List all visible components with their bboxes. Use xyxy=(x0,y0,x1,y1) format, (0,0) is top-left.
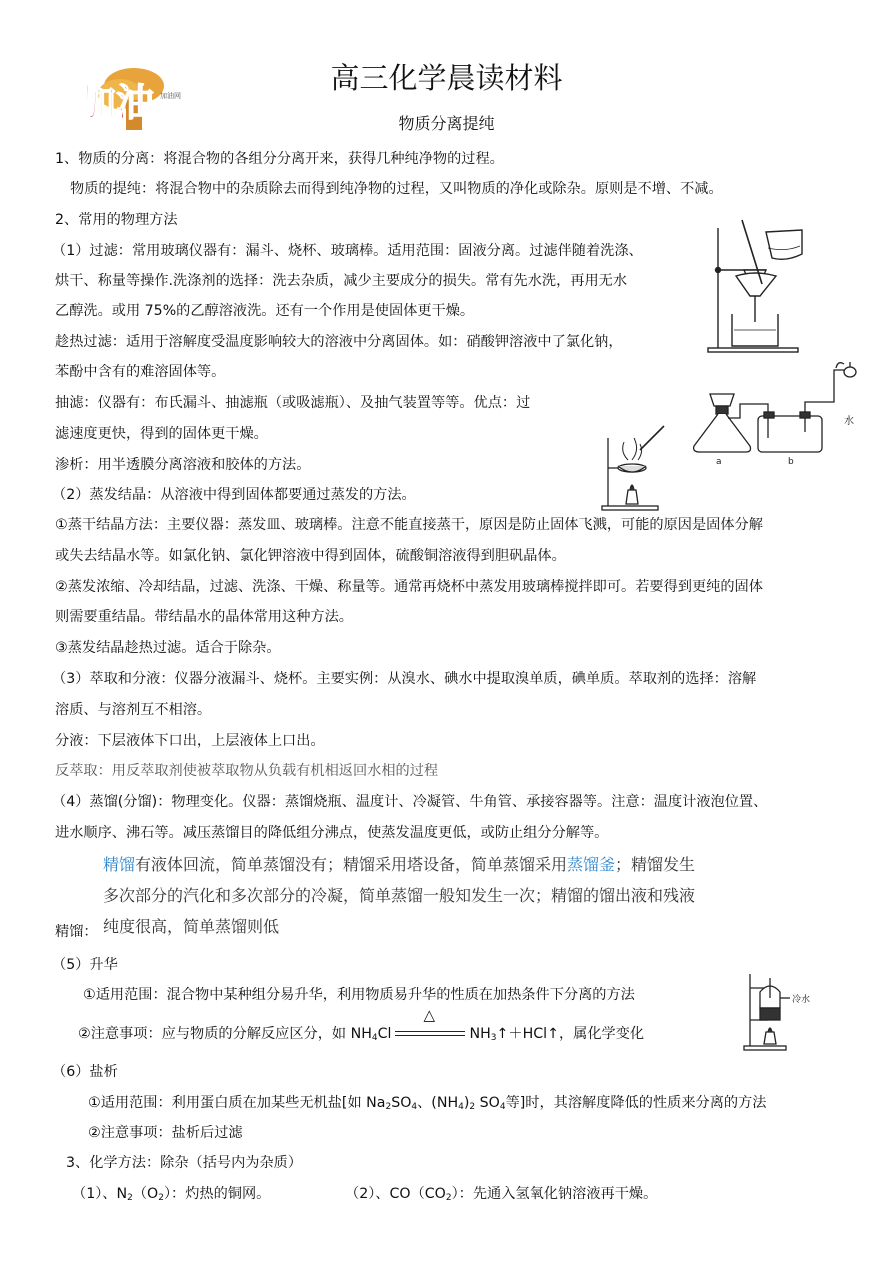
text-line: 苯酚中含有的难溶固体等。 xyxy=(55,364,226,380)
highlight-term: 蒸馏釜 xyxy=(567,855,616,874)
text-line: ②注意事项：盐析后过滤 xyxy=(88,1125,243,1141)
text-line: （2）蒸发结晶：从溶液中得到固体都要通过蒸发的方法。 xyxy=(52,487,416,503)
text-line: ①蒸干结晶方法：主要仪器：蒸发皿、玻璃棒。注意不能直接蒸干，原因是防止固体飞溅，可能的原因是固体分解 xyxy=(55,517,763,533)
text-line: 溶质、与溶剂互不相溶。 xyxy=(55,702,212,718)
text-line: 反萃取：用反萃取剂使被萃取物从负载有机相返回水相的过程 xyxy=(55,763,439,779)
delta-symbol: △ xyxy=(423,1006,436,1024)
text-line: ③蒸发结晶趁热过滤。适合于除杂。 xyxy=(55,640,281,656)
svg-text:冷水: 冷水 xyxy=(792,995,811,1005)
text-line: （2）、$CO(CO_2)$：先通入氢氧化钠溶液再干燥。 xyxy=(345,1186,658,1203)
text-line: ②蒸发浓缩、冷却结晶，过滤、洗涤、干燥、称量等。通常再烧杯中蒸发用玻璃棒搅拌即可。若要得到更纯的固体 xyxy=(55,579,763,595)
text-line: 抽滤：仪器有：布氏漏斗、抽滤瓶（或吸滤瓶）、及抽气装置等等。优点：过 xyxy=(55,395,531,411)
text-line: 分液：下层液体下口出，上层液体上口出。 xyxy=(55,733,325,749)
svg-text:a: a xyxy=(716,457,722,467)
page-subtitle: 物质分离提纯 xyxy=(398,114,495,133)
text-line: 趁热过滤：适用于溶解度受温度影响较大的溶液中分离固体。如：硝酸钾溶液中了氯化钠， xyxy=(55,334,623,350)
filtration-apparatus-figure xyxy=(706,218,812,354)
text-line: （4）蒸馏(分馏)：物理变化。仪器：蒸馏烧瓶、温度计、冷凝管、牛角管、承接容器等。注意：温度计液泡位置、 xyxy=(52,794,768,810)
sublimation-figure xyxy=(742,968,822,1052)
text-line: 精馏： xyxy=(55,924,98,940)
text-line: 或失去结晶水等。如氯化钠、氯化钾溶液中得到固体，硫酸铜溶液得到胆矾晶体。 xyxy=(55,548,566,564)
svg-text:水: 水 xyxy=(844,416,854,427)
svg-text:加油网: 加油网 xyxy=(160,92,181,100)
text-line: （1）、$N_2(O_2)$：灼热的铜网。 xyxy=(72,1186,271,1203)
text-line: 烘干、称量等操作.洗涤剂的选择：洗去杂质，减少主要成分的损失。常有先水洗，再用无水 xyxy=(55,273,628,289)
screenshot-text-line: 多次部分的汽化和多次部分的冷凝，简单蒸馏一般知发生一次；精馏的馏出液和残液 xyxy=(103,886,696,905)
text-line: 则需要重结晶。带结晶水的晶体常用这种方法。 xyxy=(55,609,353,625)
section-heading: 2、常用的物理方法 xyxy=(55,212,178,228)
logo-text: 加油 xyxy=(78,81,155,125)
section-heading: 3、化学方法：除杂（括号内为杂质） xyxy=(66,1155,303,1171)
section-heading: （6）盐析 xyxy=(52,1064,118,1080)
section-heading: （5）升华 xyxy=(52,957,118,973)
suction-filtration-figure xyxy=(688,358,878,468)
text-line: 滤速度更快，得到的固体更干燥。 xyxy=(55,426,268,442)
svg-text:b: b xyxy=(788,457,794,467)
text-line: ①适用范围：混合物中某种组分易升华，利用物质易升华的性质在加热条件下分离的方法 xyxy=(83,987,635,1003)
highlight-term: 精馏 xyxy=(103,855,136,874)
page-title: 高三化学晨读材料 xyxy=(330,61,563,95)
text-line: （3）萃取和分液：仪器分液漏斗、烧杯。主要实例：从溴水、碘水中提取溴单质，碘单质。萃取剂的选择：溶解 xyxy=(52,671,757,687)
evaporation-figure xyxy=(600,422,672,512)
text-line: 1、物质的分离：将混合物的各组分分离开来，获得几种纯净物的过程。 xyxy=(55,151,504,167)
text-line: 渗析：用半透膜分离溶液和胶体的方法。 xyxy=(55,457,311,473)
screenshot-text-line: 精馏有液体回流，简单蒸馏没有；精馏采用塔设备，简单蒸馏采用蒸馏釜；精馏发生 xyxy=(103,855,696,874)
text-line: 乙醇洗。或用 75%的乙醇溶液洗。还有一个作用是使固体更干燥。 xyxy=(55,303,475,319)
text-line: （1）过滤：常用玻璃仪器有：漏斗、烧杯、玻璃棒。适用范围：固液分离。过滤伴随着洗涤、 xyxy=(52,243,643,259)
text-line: 进水顺序、沸石等。减压蒸馏目的降低组分沸点，使蒸发温度更低，或防止组分分解等。 xyxy=(55,825,609,841)
screenshot-text-line: 纯度很高，简单蒸馏则低 xyxy=(103,917,280,936)
text-line: ①适用范围：利用蛋白质在加某些无机盐[如 $Na_2SO_4$、$(NH_4)_2$ $SO_4$等]时，其溶解度降低的性质来分离的方法 xyxy=(88,1095,767,1112)
text-line: ②注意事项：应与物质的分解反应区分，如 $NH_4Cl$ △ $NH_3↑+HCl↑$，属化学变化 xyxy=(78,1006,645,1043)
text-line: 物质的提纯：将混合物中的杂质除去而得到纯净物的过程，又叫物质的净化或除杂。原则是不增、不减。 xyxy=(70,181,723,197)
